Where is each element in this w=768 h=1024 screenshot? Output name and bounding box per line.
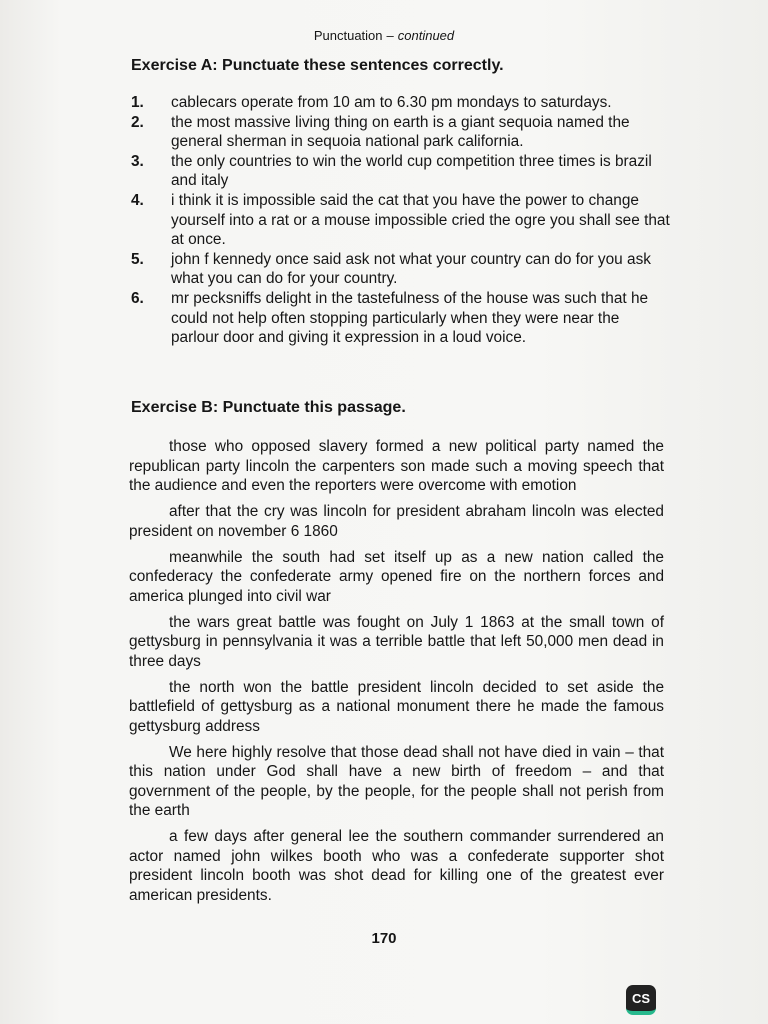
list-item (131, 93, 671, 113)
item-text: the only countries to win the world cup competition three times is brazil and italy (171, 152, 652, 190)
item-text: mr pecksniffs delight in the tastefulness of the house was such that he could not help often stopping particularly when they were near the parlour door and giving it expression in a loud voice. (171, 289, 649, 347)
page-number: 170 (371, 930, 397, 947)
item-text: cablecars operate from 10 am to 6.30 pm mondays to saturdays. (171, 94, 612, 111)
exercise-a-list (131, 93, 671, 348)
camscanner-logo-icon: CS (626, 985, 656, 1015)
item-number: 2. (131, 113, 144, 131)
running-header (0, 28, 768, 43)
item-text: the most massive living thing on earth is a giant sequoia named the general sherman in sequoia national park california. (171, 113, 630, 151)
list-item (131, 191, 671, 250)
passage-paragraph: meanwhile the south had set itself up as a new nation called the confederacy the confederate army opened fire on the northern forces and america plunged into civil war (129, 548, 664, 605)
item-text: i think it is impossible said the cat that you have the power to change yourself into a rat or a mouse impossible cried the ogre you shall see that at once. (171, 191, 670, 249)
exercise-b-passage (129, 437, 664, 912)
item-number: 3. (131, 152, 144, 170)
passage-paragraph: a few days after general lee the southern commander surrendered an actor named john wilkes booth who was a confederate supporter shot president lincoln booth was shot dead for killing one of the greatest ever american presidents. (129, 828, 664, 904)
item-number: 6. (131, 289, 144, 307)
passage-paragraph: after that the cry was lincoln for president abraham lincoln was elected president on november 6 1860 (129, 503, 664, 540)
item-number: 4. (131, 191, 144, 209)
exercise-a-heading: Exercise A: Punctuate these sentences correctly. (131, 57, 504, 74)
list-item (131, 289, 671, 348)
passage-paragraph: the wars great battle was fought on July 1 1863 at the small town of gettysburg in pennsylvania it was a terrible battle that left 50,000 men dead in three days (129, 613, 664, 670)
exercise-b-heading: Exercise B: Punctuate this passage. (131, 399, 406, 416)
item-number: 5. (131, 250, 144, 268)
header-title: Punctuation (313, 28, 383, 43)
header-separator: – (386, 28, 394, 43)
passage-paragraph: We here highly resolve that those dead shall not have died in vain – that this nation under God shall have a new birth of freedom – and that government of the people, by the people, for the people shall not perish from the earth (129, 743, 664, 819)
list-item (131, 250, 671, 289)
list-item (131, 152, 671, 191)
item-number: 1. (131, 94, 144, 111)
passage-paragraph: the north won the battle president lincoln decided to set aside the battlefield of gettysburg as a national monument there he made the famous gettysburg address (129, 678, 664, 735)
header-continued: continued (397, 28, 455, 43)
item-text: john f kennedy once said ask not what your country can do for you ask what you can do for your country. (171, 250, 651, 288)
list-item (131, 113, 671, 152)
passage-paragraph: those who opposed slavery formed a new political party named the republican party lincoln the carpenters son made such a moving speech that the audience and even the reporters were overcome with emotion (129, 438, 664, 494)
